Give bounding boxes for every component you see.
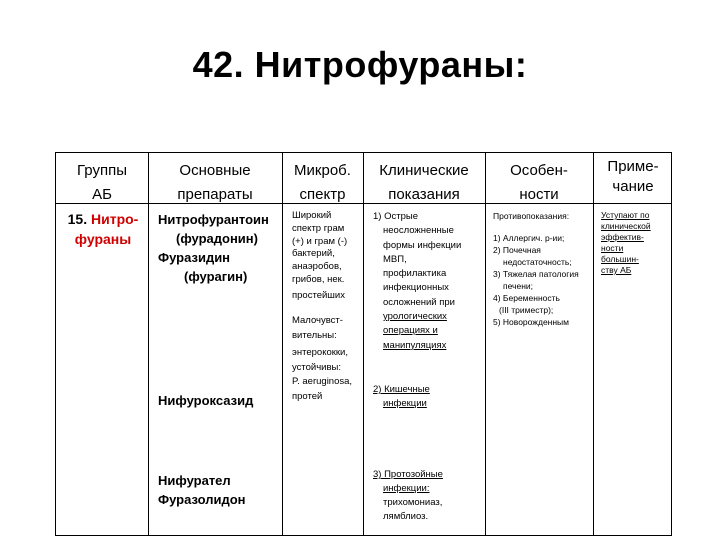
header-spectrum: Микроб. спектр (294, 162, 351, 203)
column-divider (282, 153, 283, 535)
contraindications: Противопоказания: 1) Аллергич. р-ии; 2) Почечная недостаточность; 3) Тяжелая патология печени; 4) Беременность (III триместр); 5) Новорожденным (493, 211, 579, 327)
indication-intestinal: 2) Кишечные инфекции (373, 384, 430, 409)
indication-urinary: 1) Острые неосложненные формы инфекции МВП, профилактика инфекционных осложнений при урологических операциях и манипуляциях (373, 211, 462, 351)
column-divider (363, 153, 364, 535)
page-title: 42. Нитрофураны: (192, 44, 528, 85)
spectrum-resistant: Малочувст- вительны: энтерококки, устойчивы: P. aeruginosa, протей (292, 315, 353, 402)
drug-nifuroxazide: Нифуроксазид (158, 393, 254, 408)
note-efficacy: Уступают по клинической эффектив- ности большин- ству АБ (601, 210, 651, 275)
column-divider (593, 153, 594, 535)
header-features: Особен- ности (510, 162, 568, 203)
group-cell: 15. Нитро- фураны (67, 211, 139, 247)
header-notes: Приме- чание (607, 158, 659, 195)
drug-nitrofurantoin: Нитрофурантоин (фурадонин) Фуразидин (фурагин) (158, 212, 269, 284)
header-drugs: Основные препараты (177, 162, 253, 203)
column-divider (485, 153, 486, 535)
header-groups: Группы АБ (77, 162, 127, 203)
spectrum-broad: Широкий спектр грам (+) и грам (-) бактерий, анаэробов, грибов, нек. простейших (292, 210, 348, 301)
nitrofurans-table (55, 152, 672, 536)
header-indications: Клинические показания (379, 162, 469, 203)
column-divider (148, 153, 149, 535)
drug-nifuratel: Нифурател Фуразолидон (158, 473, 246, 507)
indication-protozoal: 3) Протозойные инфекции: трихомониаз, лямблиоз. (373, 469, 443, 522)
